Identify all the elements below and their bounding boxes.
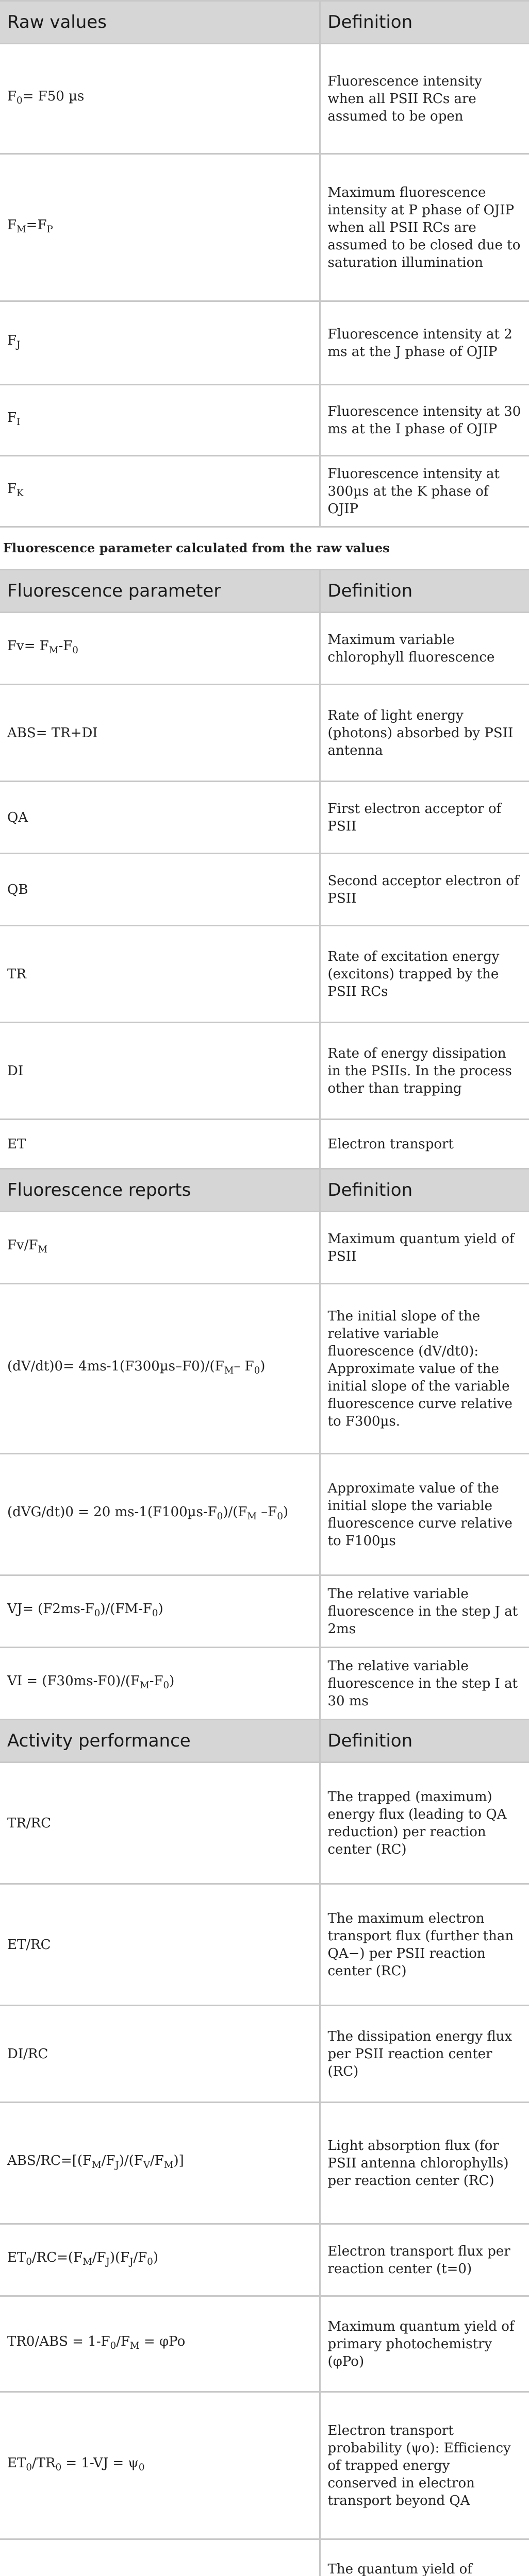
param-cell: ABS/$RC=[(F_M/F_J)/(F_V/F_M)]$	[0, 2103, 320, 2224]
header-definition: Definition	[320, 1169, 529, 1212]
definition-cell: Approximate value of the initial slope the variable fluorescence curve relative to F100µs	[320, 1454, 529, 1575]
table-row	[0, 782, 529, 854]
definition-cell: Electron transport flux per reaction center (t=0)	[320, 2224, 529, 2296]
definition-cell: Rate of excitation energy (excitons) trapped by the PSII RCs	[320, 926, 529, 1023]
param-cell: QB	[0, 854, 320, 926]
table-row	[0, 613, 529, 685]
param-cell: $F_I$	[0, 385, 320, 456]
table-row	[0, 1884, 529, 2006]
definition-cell: The initial slope of the relative variable fluorescence (dV/dt0): Approximate value of the initial slope of the variable fluorescence curve relative to F300µs.	[320, 1284, 529, 1454]
param-cell: (dVG/dt)0 = 20 $ms-1(F100\mu s-F_0)/(F_M$ $-F_0$)	[0, 1454, 320, 1575]
table-row	[0, 1023, 529, 1120]
definition-cell: Second acceptor electron of PSII	[320, 854, 529, 926]
definition-cell: Maximum fluorescence intensity at P phase of OJIP when all PSII RCs are assumed to be closed due to saturation illumination	[320, 154, 529, 301]
definition-cell: The dissipation energy flux per PSII reaction center (RC)	[320, 2006, 529, 2103]
table-row	[0, 854, 529, 926]
definition-cell: Electron transport probability (ψo): Efficiency of trapped energy conserved in electron transport beyond QA	[320, 2392, 529, 2539]
param-cell: VI = $(F30ms-F0)/(F_M-F_0)$	[0, 1648, 320, 1720]
definition-cell: The relative variable fluorescence in the step I at 30 ms	[320, 1648, 529, 1720]
param-cell: DI	[0, 1023, 320, 1120]
table-row	[0, 2539, 529, 2576]
header-param: Fluorescence parameter	[0, 570, 320, 613]
header-definition: Definition	[320, 570, 529, 613]
table-row	[0, 154, 529, 301]
definition-cell: Rate of light energy (photons) absorbed by PSII antenna	[320, 685, 529, 782]
param-cell: $ET_0/RC=(F_M/F_J)(F_J/F_0)$	[0, 2224, 320, 2296]
section-header-activity-performance	[0, 1720, 529, 1762]
section-header-raw-values	[0, 1, 529, 44]
param-cell: $F_J$	[0, 301, 320, 385]
table-caption-row	[0, 527, 529, 570]
param-cell: $Fv/F_M$	[0, 1212, 320, 1284]
param-cell: $F_M=F_P$	[0, 154, 320, 301]
header-param: Activity performance	[0, 1720, 320, 1762]
definition-cell: Electron transport	[320, 1120, 529, 1169]
param-cell	[0, 2539, 320, 2576]
table-row	[0, 385, 529, 456]
header-param: Fluorescence reports	[0, 1169, 320, 1212]
param-cell: TR/RC	[0, 1762, 320, 1884]
table-row	[0, 685, 529, 782]
definition-cell: Fluorescence intensity at 300µs at the K phase of OJIP	[320, 456, 529, 527]
header-param: Raw values	[0, 1, 320, 44]
param-cell: $VJ= (F2ms-F_0)/(FM-F_0)$	[0, 1575, 320, 1648]
table-row	[0, 1575, 529, 1648]
table-row	[0, 1120, 529, 1169]
table-row	[0, 2296, 529, 2392]
definition-cell: Maximum variable chlorophyll fluorescence	[320, 613, 529, 685]
definition-cell: The quantum yield of	[320, 2539, 529, 2576]
param-cell: $ET_0/TR_0 = 1-VJ = \psi_0$	[0, 2392, 320, 2539]
param-cell: TR	[0, 926, 320, 1023]
table-row	[0, 1648, 529, 1720]
table-row	[0, 301, 529, 385]
table-row	[0, 2006, 529, 2103]
table-row	[0, 1212, 529, 1284]
header-definition: Definition	[320, 1, 529, 44]
param-cell: $F_K$	[0, 456, 320, 527]
table-row	[0, 2103, 529, 2224]
definition-cell: The trapped (maximum) energy flux (leading to QA reduction) per reaction center (RC)	[320, 1762, 529, 1884]
table-row	[0, 2224, 529, 2296]
param-cell: $(dV/dt)0= 4ms-1(F300\mu s-F0)/(F_M-$ $F_0$)	[0, 1284, 320, 1454]
header-definition: Definition	[320, 1720, 529, 1762]
definition-cell: The relative variable fluorescence in the step J at 2ms	[320, 1575, 529, 1648]
table-caption: Fluorescence parameter calculated from the raw values	[0, 527, 529, 570]
table-row	[0, 926, 529, 1023]
definition-cell: Rate of energy dissipation in the PSIIs. In the process other than trapping	[320, 1023, 529, 1120]
table-row	[0, 1284, 529, 1454]
param-cell: $Fv= F_M-F_0$	[0, 613, 320, 685]
table-row	[0, 1454, 529, 1575]
param-cell: $TR0/ABS = 1-F_0/F_M = \varphi Po$	[0, 2296, 320, 2392]
table-row	[0, 44, 529, 154]
param-cell: ET	[0, 1120, 320, 1169]
section-header-fluorescence-reports	[0, 1169, 529, 1212]
definition-cell: Maximum quantum yield of PSII	[320, 1212, 529, 1284]
table-row	[0, 456, 529, 527]
section-header-fluorescence-parameter	[0, 570, 529, 613]
param-cell: $F_0= F50$ µs	[0, 44, 320, 154]
param-cell: ABS= TR+DI	[0, 685, 320, 782]
param-cell: QA	[0, 782, 320, 854]
table-row	[0, 2392, 529, 2539]
definition-cell: First electron acceptor of PSII	[320, 782, 529, 854]
definition-cell: Fluorescence intensity at 30 ms at the I phase of OJIP	[320, 385, 529, 456]
definition-cell: Fluorescence intensity at 2 ms at the J phase of OJIP	[320, 301, 529, 385]
definition-cell: Light absorption flux (for PSII antenna chlorophylls) per reaction center (RC)	[320, 2103, 529, 2224]
definition-cell: Fluorescence intensity when all PSII RCs are assumed to be open	[320, 44, 529, 154]
definition-cell: Maximum quantum yield of primary photochemistry (φPo)	[320, 2296, 529, 2392]
table-row	[0, 1762, 529, 1884]
param-cell: ET/RC	[0, 1884, 320, 2006]
definition-cell: The maximum electron transport flux (further than QA−) per PSII reaction center (RC)	[320, 1884, 529, 2006]
param-cell: DI/RC	[0, 2006, 320, 2103]
